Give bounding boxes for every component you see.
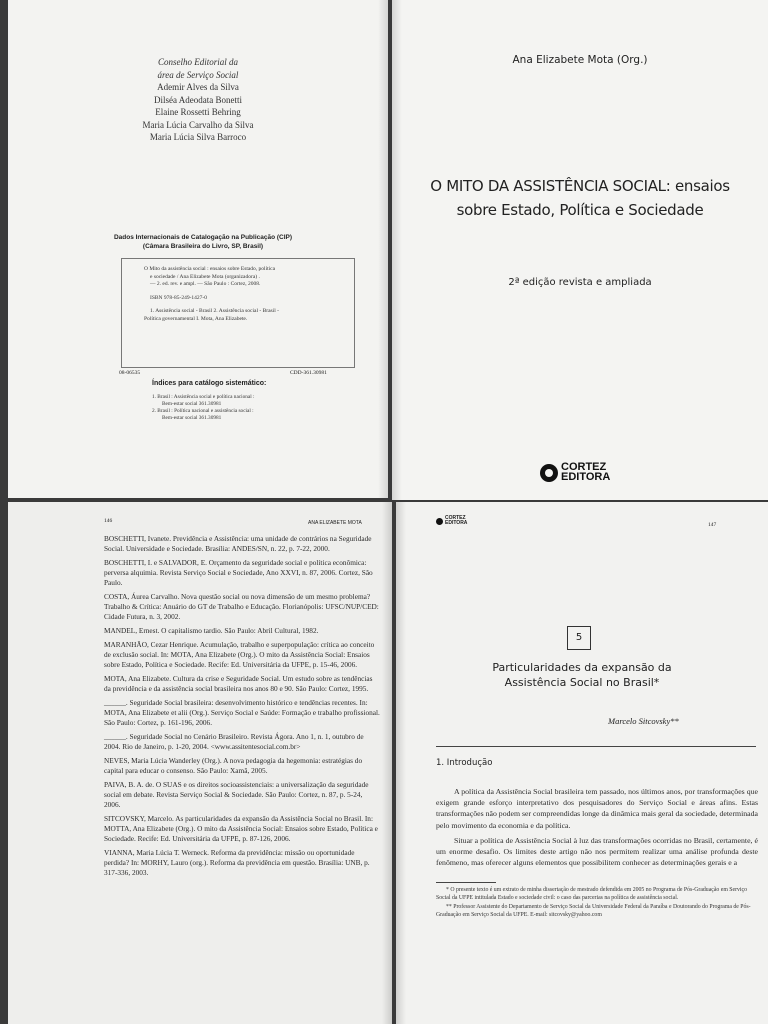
cortez-logo-icon — [540, 464, 558, 482]
reference-entry: MARANHÃO, Cezar Henrique. Acumulação, trabalho e superpopulação: crítica ao conceito de exclusão social. In: MOTA, Ana Elizabete (Org.). O mito da Assistência Social: Ensaios sobre Estado, Política e Sociedade. Recife: Ed. Universitária da UFPE, p. 15-46, 2006. — [104, 640, 375, 669]
spine-shadow — [392, 0, 402, 500]
page-chapter-5 — [396, 502, 768, 1024]
reference-entry: ______. Seguridade Social brasileira: desenvolvimento histórico e tendências recentes. In: MOTA, Ana Elizabete et alii (Org.). Serviço Social e Saúde: Formação e trabalho profissional. São Paulo: Cortez, p. 161-196, 2006. — [104, 698, 380, 727]
chapter-author: Marcelo Sitcovsky** — [608, 716, 679, 726]
board-member: Ademir Alves da Silva — [157, 82, 239, 92]
cip-heading-line: (Câmara Brasileira do Livro, SP, Brasil) — [142, 243, 264, 250]
board-subtitle: área de Serviço Social — [157, 69, 239, 80]
cip-record-box — [121, 258, 355, 368]
cortez-logo-icon — [436, 518, 443, 525]
spine-shadow — [382, 502, 392, 1024]
page-number: 147 — [708, 522, 717, 528]
footnote-divider — [436, 882, 496, 883]
chapter-title — [396, 660, 768, 690]
index-item: 1. Brasil : Assistência social e política nacional : — [152, 394, 255, 400]
section-divider — [436, 746, 756, 747]
chapter-title-line: Assistência Social no Brasil* — [504, 676, 660, 689]
cip-heading — [48, 233, 358, 251]
paragraph: Situar a política de Assistência Social à luz das transformações ocorridas no Brasil, certamente, é um enorme desafio. Os limites deste artigo não nos permitem realizar uma análise profunda deste fenômeno, mas oferecer alguns elementos que possibilitem conhecer as determinações gerais e a — [436, 835, 758, 868]
logo-text: EDITORA — [445, 520, 468, 526]
reference-entry: COSTA, Áurea Carvalho. Nova questão social ou nova dimensão de um mesmo problema? Trabalho & Crítica: Anuário do GT de Trabalho e Educação. Florianópolis: UFSC/NUP/CED: Cidade Futura, n. 3, 2002. — [104, 592, 379, 621]
body-text — [436, 786, 758, 872]
paragraph: A política da Assistência Social brasileira tem passado, nos últimos anos, por transformações que exigem grande esforço interpretativo dos pesquisadores do Serviço Social e áreas afins. Estas transformações não podem ser compreendidas longe da dinâmica mais geral da sociedade, determinada pelo movimento da economia e da política. — [436, 787, 758, 830]
section-heading: 1. Introdução — [436, 758, 493, 768]
index-heading: Índices para catálogo sistemático: — [152, 380, 267, 387]
reference-entry: VIANNA, Maria Lúcia T. Werneck. Reforma da previdência: missão ou oportunidade perdida? In: MORHY, Lauro (org.). Reforma da previdência em questão. Brasília: UNB, p. 317-336, 2003. — [104, 848, 370, 877]
logo-text: CORTEZ — [445, 515, 466, 521]
running-head: ANA ELIZABETE MOTA — [308, 520, 362, 526]
cortez-logo — [540, 462, 630, 488]
board-member: Maria Lúcia Carvalho da Silva — [142, 119, 254, 130]
reference-entry: MOTA, Ana Elizabete. Cultura da crise e Seguridade Social. Um estudo sobre as tendências da previdência e da assistência social brasileira nos anos 80 e 90. São Paulo: Cortez, 1995. — [104, 674, 373, 693]
chapter-number: 5 — [567, 626, 591, 650]
cip-subject: 1. Assistência social - Brasil 2. Assistência social - Brasil - — [150, 308, 279, 314]
board-member: Elaine Rossetti Behring — [155, 107, 241, 117]
cip-isbn: ISBN 978-85-249-1427-0 — [150, 294, 207, 301]
book-title-line: sobre Estado, Política e Sociedade — [456, 201, 704, 219]
page-copyright — [8, 0, 388, 498]
cip-line: — 2. ed. rev. e ampl. — São Paulo : Cortez, 2008. — [150, 281, 261, 287]
page-references — [8, 502, 392, 1024]
logo-text: EDITORA — [561, 471, 611, 483]
cip-cdd: CDD-361.30981 — [290, 370, 327, 376]
cortez-logo-small — [436, 516, 467, 526]
cip-line: e sociedade / Ana Elizabete Mota (organizadora) . — [150, 273, 260, 280]
editorial-board — [8, 56, 388, 144]
logo-text: CORTEZ — [561, 461, 607, 473]
book-title-line: O MITO DA ASSISTÊNCIA SOCIAL: ensaios — [430, 177, 730, 195]
reference-entry: SITCOVSKY, Marcelo. As particularidades da expansão da Assistência Social no Brasil. In: MOTTA, Ana Elizabete (Org.). O mito da Assistência Social: Ensaios sobre Estado, Política e Sociedade. Recife: Ed. Universitária da UFPE, p. 87-126, 2006. — [104, 814, 378, 843]
reference-entry: BOSCHETTI, Ivanete. Previdência e Assistência: uma unidade de contrários na Seguridade Social. Universidade e Sociedade. Brasília: ANDES/SN, n. 22, p. 7-22, 2000. — [104, 534, 372, 553]
cip-id: 08-06535 — [119, 370, 141, 376]
index-subitem: Bem-estar social 361.30981 — [162, 415, 222, 421]
cip-heading-line: Dados Internacionais de Catalogação na Publicação (CIP) — [113, 234, 293, 241]
reference-entry: PAIVA, B. A. de. O SUAS e os direitos socioassistenciais: a universalização da seguridade social em debate. Revista Serviço Social & Sociedade. São Paulo: Cortez, n. 87, p. 5-24, 2006. — [104, 780, 369, 809]
page-title-page — [392, 0, 768, 500]
reference-entry: NEVES, Maria Lúcia Wanderley (Org.). A nova pedagogia da hegemonia: estratégias do capital para educar o consenso. São Paulo: Xamã, 2005. — [104, 756, 363, 775]
footnotes — [436, 886, 758, 920]
reference-entry: ______. Seguridade Social no Cenário Brasileiro. Revista Ágora. Ano 1, n. 1, outubro de 2004. Rio de Janeiro, p. 1-20, 2004. <www.assitentesocial.com.br> — [104, 732, 364, 751]
board-title: Conselho Editorial da — [157, 57, 238, 67]
footnote: ** Professor Assistente do Departamento de Serviço Social da Universidade Federal da Paraíba e Doutorando do Programa de Pós-Graduação em Serviço Social da UFPE. E-mail: sitcovsky@yahoo.com — [436, 904, 751, 918]
board-member: Maria Lúcia Silva Barroco — [149, 132, 247, 142]
index-list — [152, 394, 372, 422]
spine-shadow — [396, 502, 406, 1024]
reference-entry: BOSCHETTI, I. e SALVADOR, E. Orçamento da seguridade social e política econômica: perversa alquimia. Revista Serviço Social e Sociedade, Ano XXVI, n. 87, 2006. Cortez, São Paulo. — [104, 558, 373, 587]
page-number: 146 — [104, 518, 113, 524]
cip-line: O Mito da assistência social : ensaios sobre Estado, política — [144, 266, 276, 272]
book-edition: 2ª edição revista e ampliada — [508, 277, 652, 288]
board-member: Dilséa Adeodata Bonetti — [154, 94, 242, 105]
cip-subject: Política governamental I. Mota, Ana Elizabete. — [144, 315, 248, 322]
index-subitem: Bem-estar social 361.30981 — [162, 401, 222, 407]
chapter-title-line: Particularidades da expansão da — [492, 661, 672, 674]
book-title — [392, 174, 768, 222]
footnote: * O presente texto é um extrato de minha dissertação de mestrado defendida em 2005 no Programa de Pós-Graduação em Serviço Social da UFPE intitulada Estado e sociedade civil: o caso das parcerias na política de assistência social. — [436, 887, 748, 901]
book-author: Ana Elizabete Mota (Org.) — [512, 54, 648, 66]
reference-entry: MANDEL, Ernest. O capitalismo tardio. São Paulo: Abril Cultural, 1982. — [104, 626, 319, 635]
reference-list — [104, 534, 380, 882]
index-item: 2. Brasil : Política nacional e assistência social : — [152, 408, 254, 414]
